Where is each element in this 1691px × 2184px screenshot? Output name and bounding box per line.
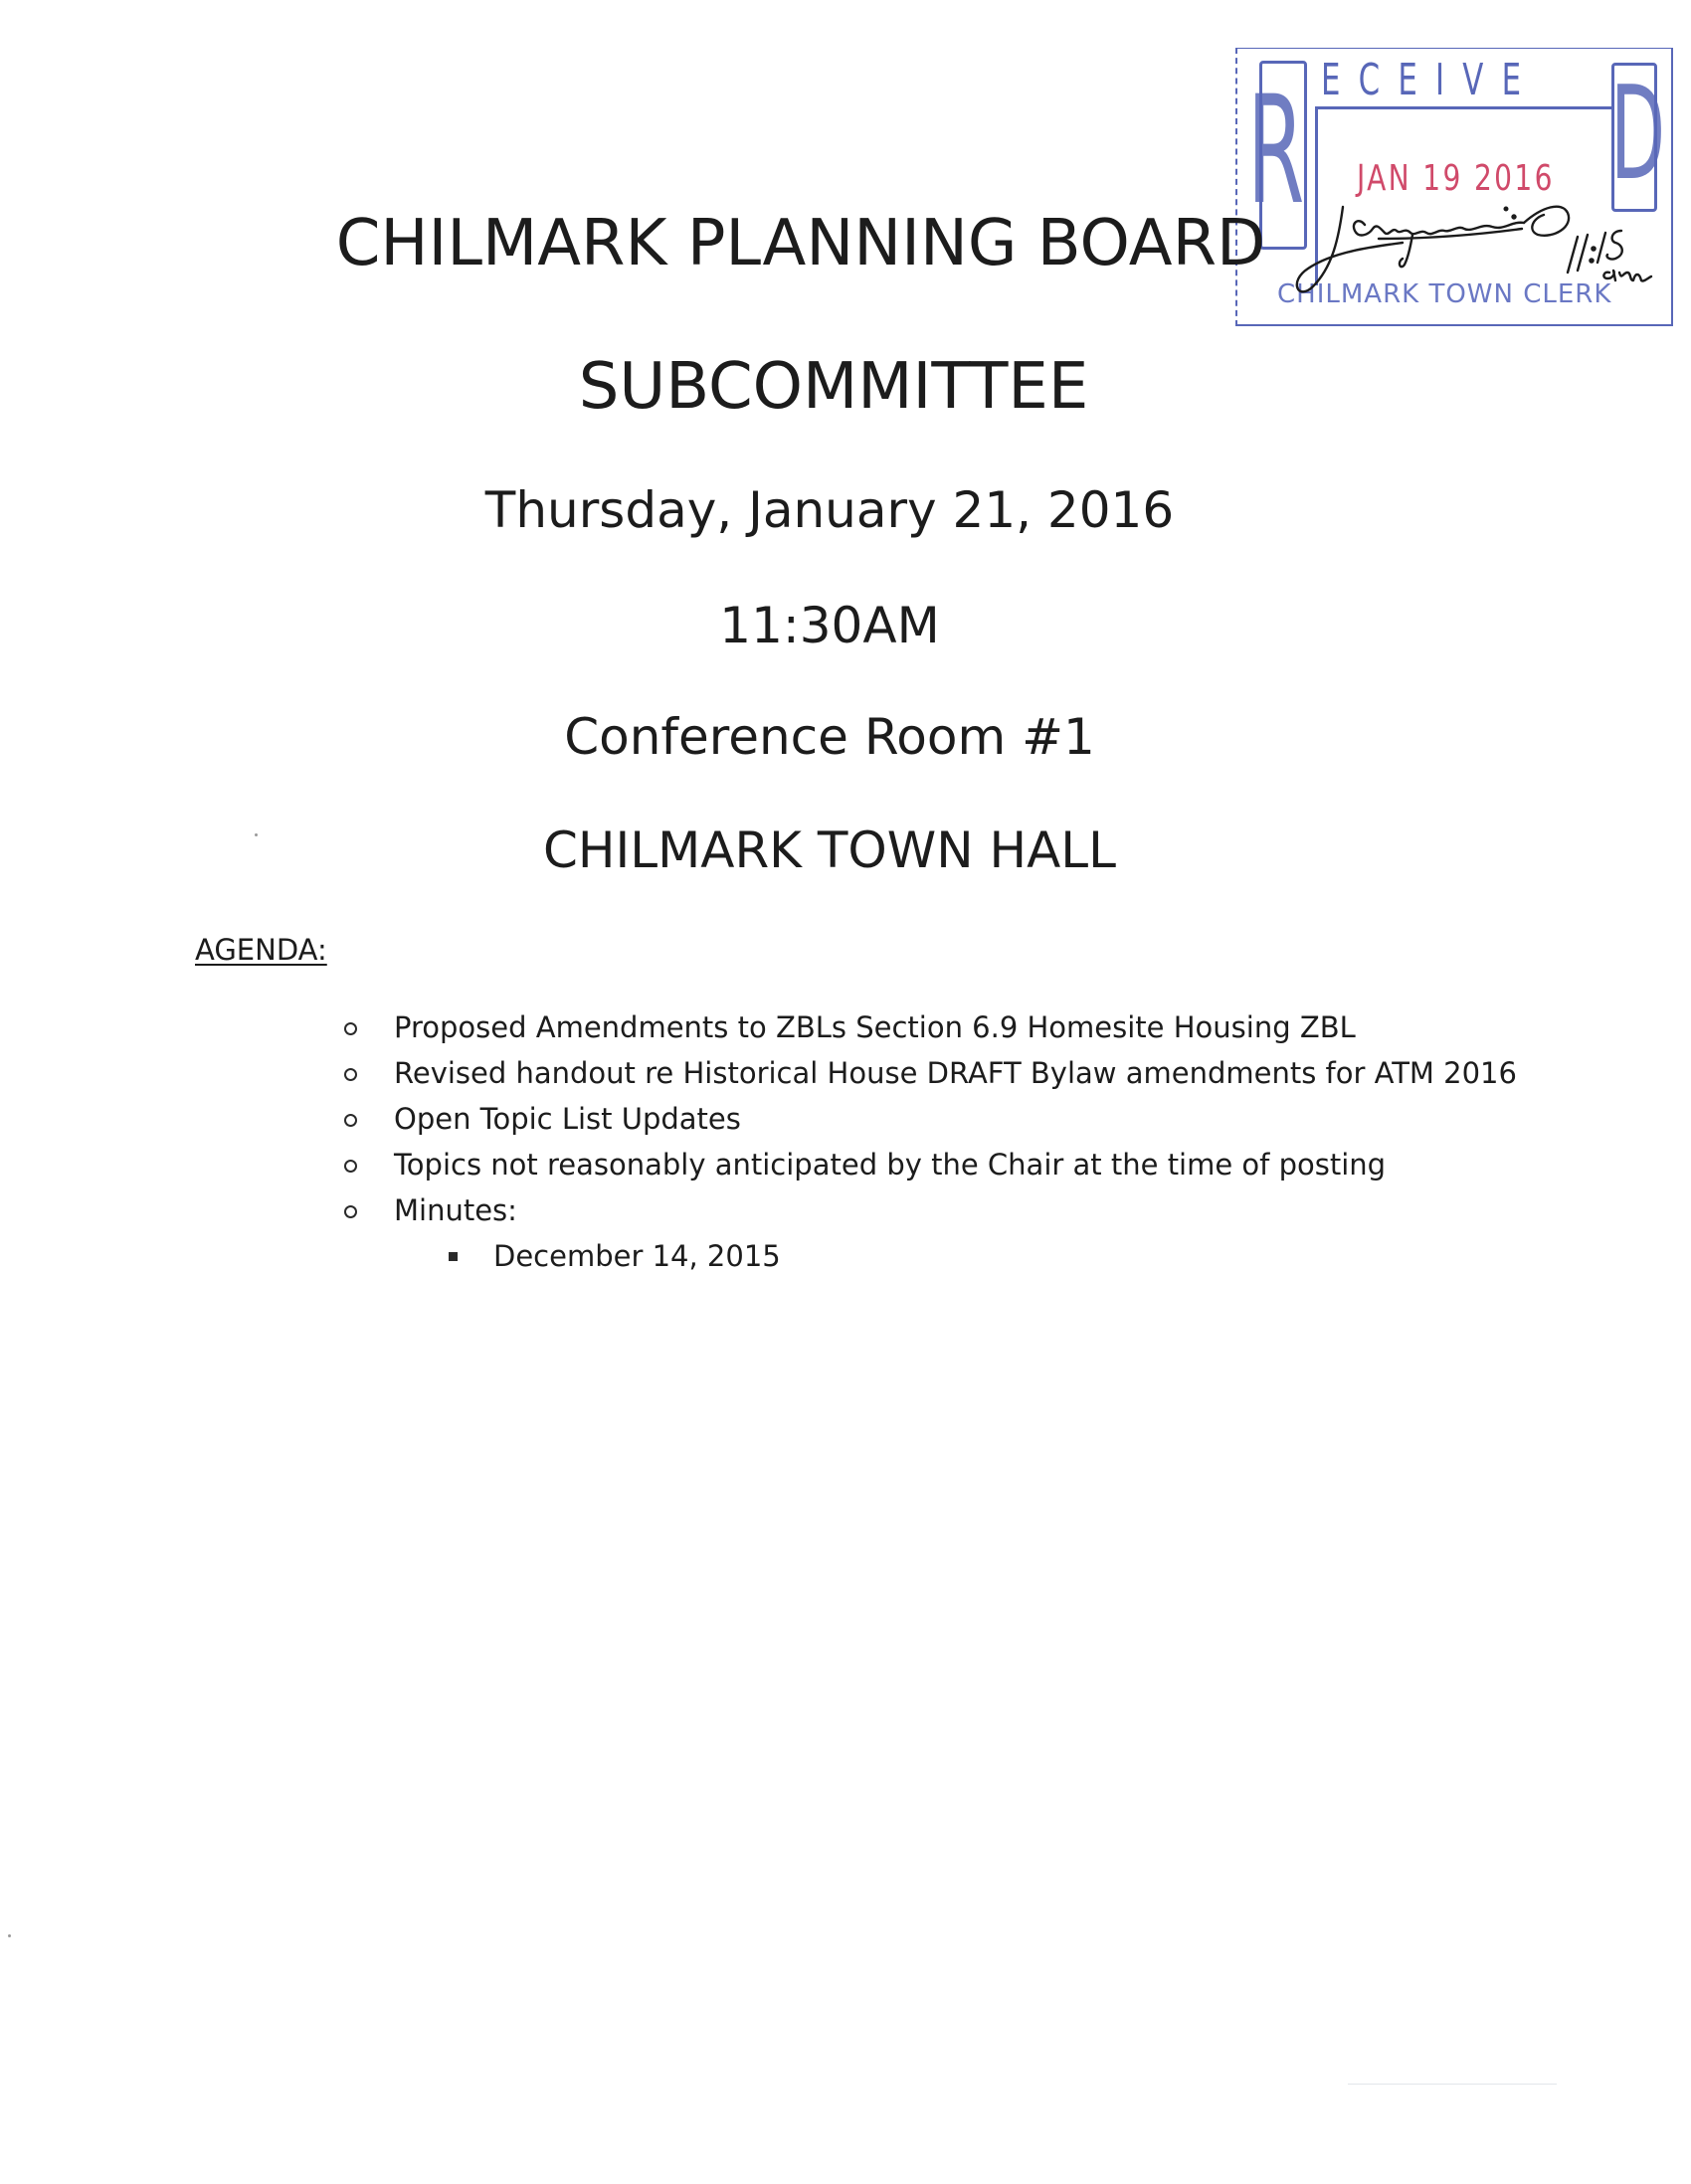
agenda-item-text: Topics not reasonably anticipated by the Chair at the time of posting: [394, 1148, 1387, 1182]
stamp-received-text: ECEIVE: [1321, 55, 1540, 105]
agenda-item-text: Proposed Amendments to ZBLs Section 6.9 Homesite Housing ZBL: [394, 1010, 1356, 1044]
received-stamp: [1235, 48, 1673, 326]
agenda-item-text: Open Topic List Updates: [394, 1102, 741, 1136]
scan-speck: [255, 833, 258, 836]
minutes-subitem: [338, 1233, 1517, 1279]
minutes-subitem-text: December 14, 2015: [493, 1239, 781, 1273]
meeting-room: Conference Room #1: [564, 708, 1095, 766]
stamp-r-letter: R: [1247, 65, 1305, 238]
minutes-sublist: [338, 1233, 1517, 1279]
stamp-office-text: CHILMARK TOWN CLERK: [1277, 279, 1612, 309]
agenda-item: [338, 1050, 1517, 1096]
square-bullet-icon: [449, 1252, 458, 1261]
agenda-item: [338, 1096, 1517, 1142]
agenda-list: [338, 1004, 1517, 1279]
meeting-time: 11:30AM: [719, 597, 940, 654]
board-subtitle: SUBCOMMITTEE: [578, 350, 1089, 424]
agenda-item: [338, 1142, 1517, 1187]
circle-bullet-icon: [344, 1160, 357, 1173]
agenda-item-text: Revised handout re Historical House DRAFT Bylaw amendments for ATM 2016: [394, 1056, 1517, 1090]
agenda-item-text: Minutes:: [394, 1193, 517, 1227]
minutes-sublist-wrapper: [338, 1233, 1517, 1279]
circle-bullet-icon: [344, 1205, 357, 1218]
scan-speck: [8, 1934, 11, 1937]
board-title: CHILMARK PLANNING BOARD: [335, 207, 1266, 280]
circle-bullet-icon: [344, 1114, 357, 1127]
stamp-d-letter: D: [1609, 58, 1665, 209]
circle-bullet-icon: [344, 1022, 357, 1035]
agenda-heading: AGENDA:: [195, 933, 327, 967]
meeting-building: CHILMARK TOWN HALL: [542, 821, 1117, 879]
meeting-date: Thursday, January 21, 2016: [484, 481, 1175, 539]
scan-artifact-line: [1348, 2084, 1557, 2085]
agenda-item: [338, 1004, 1517, 1050]
stamp-received-date: JAN 19 2016: [1357, 158, 1555, 199]
agenda-item-minutes: [338, 1187, 1517, 1233]
circle-bullet-icon: [344, 1068, 357, 1081]
